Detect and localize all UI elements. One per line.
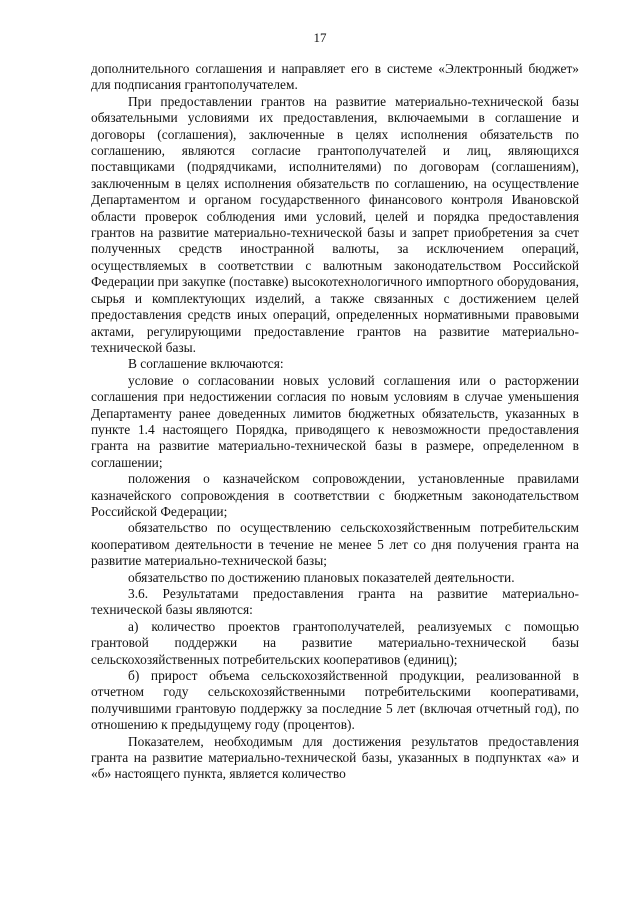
paragraph-result-a: а) количество проектов грантополучателей, реализуемых с помощью грантовой поддержки на развитие материально-технической базы сельскохозяйственных потребительских кооперативов (единиц);	[91, 618, 579, 667]
paragraph-grant-conditions: При предоставлении грантов на развитие материально-технической базы обязательными условиями их предоставления, включаемыми в соглашение и договоры (соглашения), заключенные в целях исполнения обязательств по соглашению, являются согласие грантополучателей и лиц, являющихся поставщиками (подрядчиками, исполнителями) по договорам (соглашениям), заключенным в целях исполнения обязательств по соглашению, на осуществление Департаментом и органом государственного финансового контроля Ивановской области проверок соблюдения ими условий, целей и порядка предоставления грантов на развитие материально-технической базы и запрет приобретения за счет полученных средств иностранной валюты, за исключением операций, осуществляемых в соответствии с валютным законодательством Российской Федерации при закупке (поставке) высокотехнологичного импортного оборудования, сырья и комплектующих изделий, а также связанных с достижением целей предоставления средств иных операций, определенных нормативными правовыми актами, регулирующими предоставление грантов на развитие материально-технической базы.	[91, 93, 579, 355]
paragraph-result-b: б) прирост объема сельскохозяйственной продукции, реализованной в отчетном году сельскохозяйственными потребительскими кооперативами, получившими грантовую поддержку за последние 5 лет (включая отчетный год), по отношению к предыдущему году (процентов).	[91, 668, 579, 733]
paragraph-section-3-6: 3.6. Результатами предоставления гранта на развитие материально-технической базы являются:	[91, 586, 579, 618]
paragraph-obligation-activity: обязательство по осуществлению сельскохозяйственным потребительским кооперативом деятельности в течение не менее 5 лет со дня получения гранта на развитие материально-технической базы;	[91, 520, 579, 569]
paragraph-treasury-support: положения о казначейском сопровождении, установленные правилами казначейского сопровождения в соответствии с бюджетным законодательством Российской Федерации;	[91, 471, 579, 519]
paragraph-indicator: Показателем, необходимым для достижения результатов предоставления гранта на развитие материально-технической базы, указанных в подпунктах «а» и «б» настоящего пункта, является количество	[91, 733, 579, 782]
paragraph-agreement-includes: В соглашение включаются:	[128, 356, 284, 372]
document-body	[91, 61, 579, 783]
paragraph-condition-renegotiation: условие о согласовании новых условий соглашения или о расторжении соглашения при недостижении согласия по новым условиям в случае уменьшения Департаменту ранее доведенных лимитов бюджетных обязательств, указанных в пункте 1.4 настоящего Порядка, приводящего к невозможности предоставления гранта на развитие материально-технической базы в размере, определенном в соглашении;	[91, 372, 579, 470]
page-number: 17	[313, 30, 327, 45]
paragraph-continuation: дополнительного соглашения и направляет его в системе «Электронный бюджет» для подписания грантополучателем.	[91, 61, 579, 93]
paragraph-obligation-indicators: обязательство по достижению плановых показателей деятельности.	[128, 569, 515, 585]
